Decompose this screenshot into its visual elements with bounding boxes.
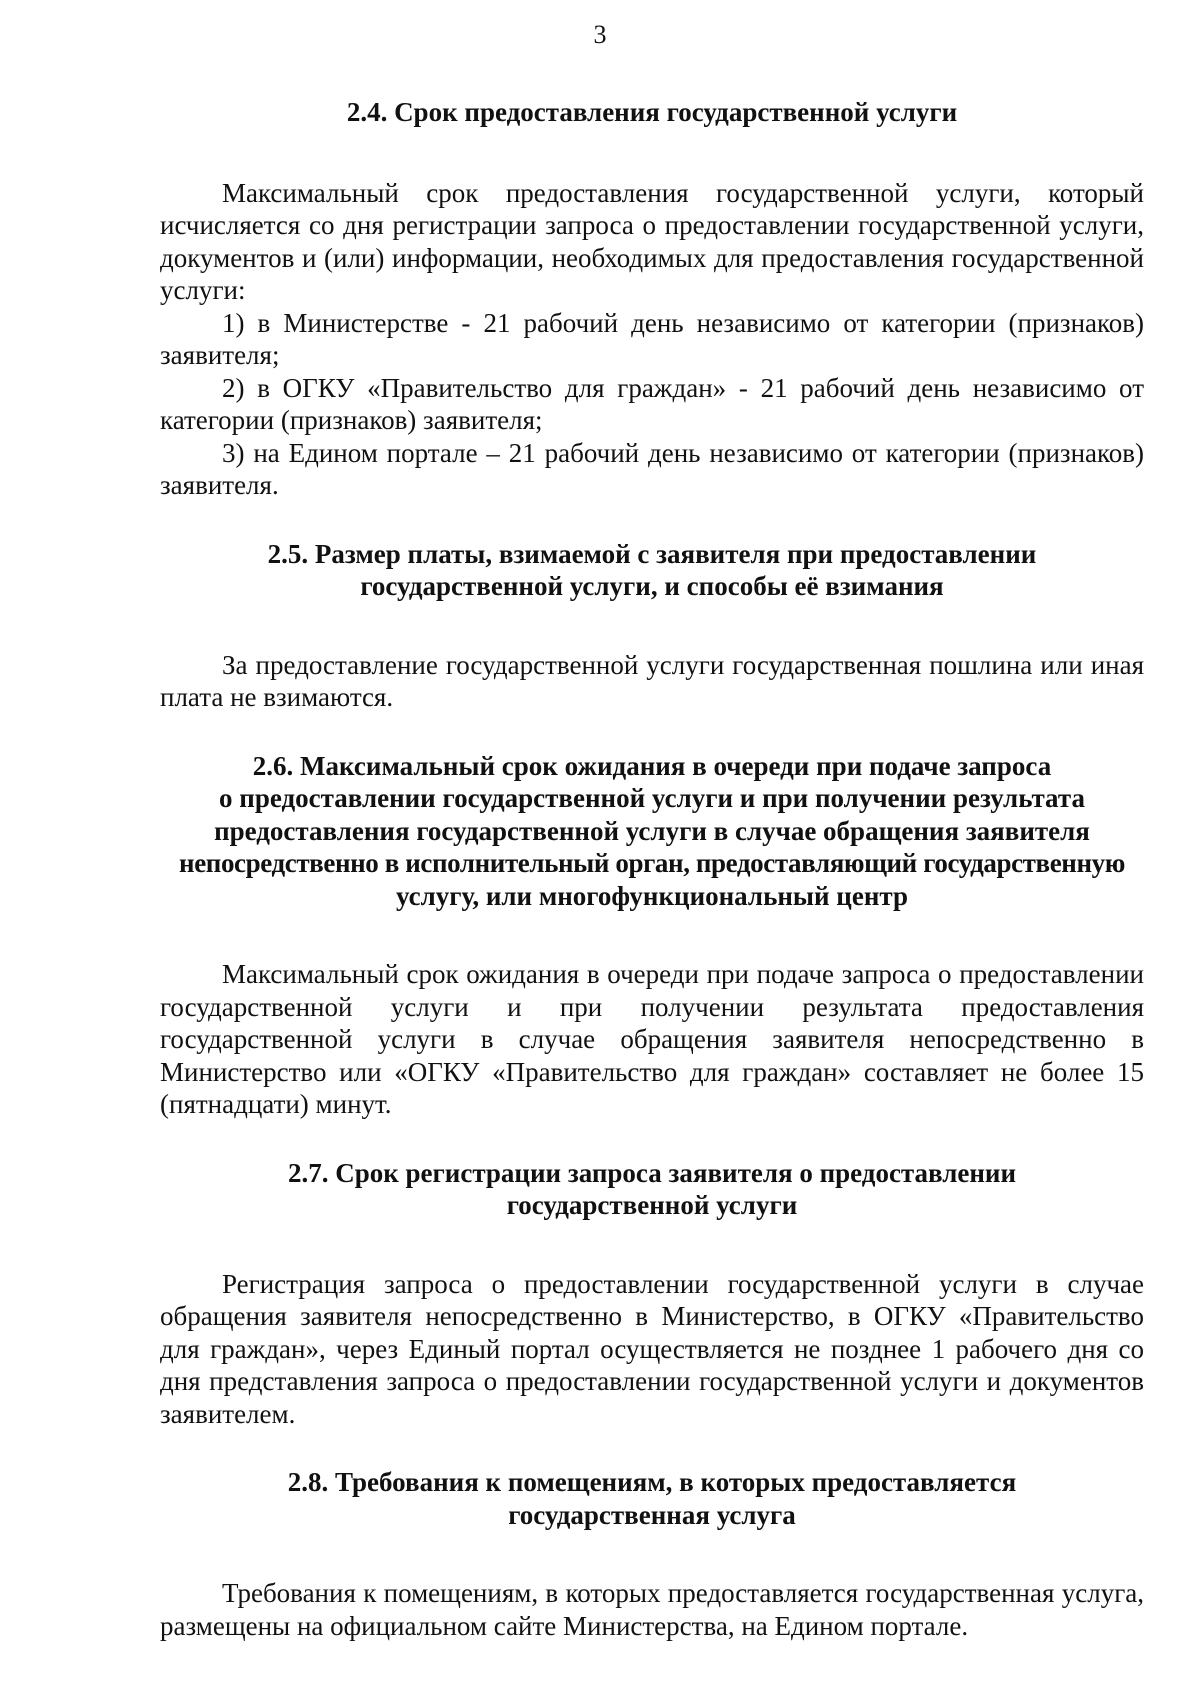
section-heading: [160, 750, 1144, 913]
list-item: 3) на Едином портале – 21 рабочий день независимо от категории (признаков) заявителя.: [160, 437, 1144, 500]
section-paragraph: Максимальный срок предоставления государственной услуги, который исчисляется со дня регистрации запроса о предоставлении государственной услуги, документов и (или) информации, необходимых для предоставления государственной услуги:: [160, 177, 1144, 305]
heading-line: непосредственно в исполнительный орган, предоставляющий государственную: [179, 848, 1125, 878]
list-item: 2) в ОГКУ «Правительство для граждан» - 21 рабочий день независимо от категории (признаков) заявителя;: [160, 372, 1144, 435]
section-heading: 2.4. Срок предоставления государственной услуги: [346, 97, 958, 127]
section-paragraph: Регистрация запроса о предоставлении государственной услуги в случае обращения заявителя непосредственно в Министерство, в ОГКУ «Правительство для граждан», через Единый портал осуществляется не позднее 1 рабочего дня со дня представления запроса о предоставлении государственной услуги и документов заявителем.: [160, 1268, 1144, 1429]
heading-line: государственной услуги, и способы её взимания: [360, 571, 944, 601]
section-paragraph: Максимальный срок ожидания в очереди при подаче запроса о предоставлении государственной услуги и при получении результата предоставления государственной услуги в случае обращения заявителя непосредственно в Министерство или «ОГКУ «Правительство для граждан» составляет не более 15 (пятнадцати) минут.: [160, 959, 1144, 1119]
heading-line: услугу, или многофункциональный центр: [395, 880, 908, 911]
heading-line: 2.8. Требования к помещениям, в которых предоставляется: [287, 1467, 1017, 1497]
section-heading: [160, 538, 1144, 603]
list-item: 1) в Министерстве - 21 рабочий день независимо от категории (признаков) заявителя;: [160, 307, 1144, 370]
heading-line: 2.6. Максимальный срок ожидания в очереди при подаче запроса: [252, 750, 1052, 781]
section-heading: [160, 1157, 1144, 1222]
document-body: [160, 96, 1144, 1642]
section-2-5: [160, 538, 1144, 714]
section-paragraph: За предоставление государственной услуги государственная пошлина или иная плата не взимаются.: [160, 649, 1144, 712]
section-2-6: [160, 750, 1144, 1121]
page-number: 3: [593, 20, 607, 49]
heading-line: предоставления государственной услуги в случае обращения заявителя: [214, 815, 1090, 846]
heading-line: 2.5. Размер платы, взимаемой с заявителя при предоставлении: [267, 538, 1037, 569]
section-paragraph: Требования к помещениям, в которых предоставляется государственная услуга, размещены на официальном сайте Министерства, на Едином портале.: [160, 1578, 1144, 1641]
section-2-8: [160, 1466, 1144, 1642]
section-2-4: [160, 96, 1144, 502]
heading-line: государственная услуга: [508, 1499, 796, 1530]
heading-line: 2.7. Срок регистрации запроса заявителя о предоставлении: [287, 1157, 1017, 1188]
heading-line: государственной услуги: [506, 1190, 798, 1220]
section-heading: [160, 1466, 1144, 1531]
heading-line: о предоставлении государственной услуги и при получении результата: [219, 783, 1085, 813]
section-2-7: [160, 1157, 1144, 1431]
